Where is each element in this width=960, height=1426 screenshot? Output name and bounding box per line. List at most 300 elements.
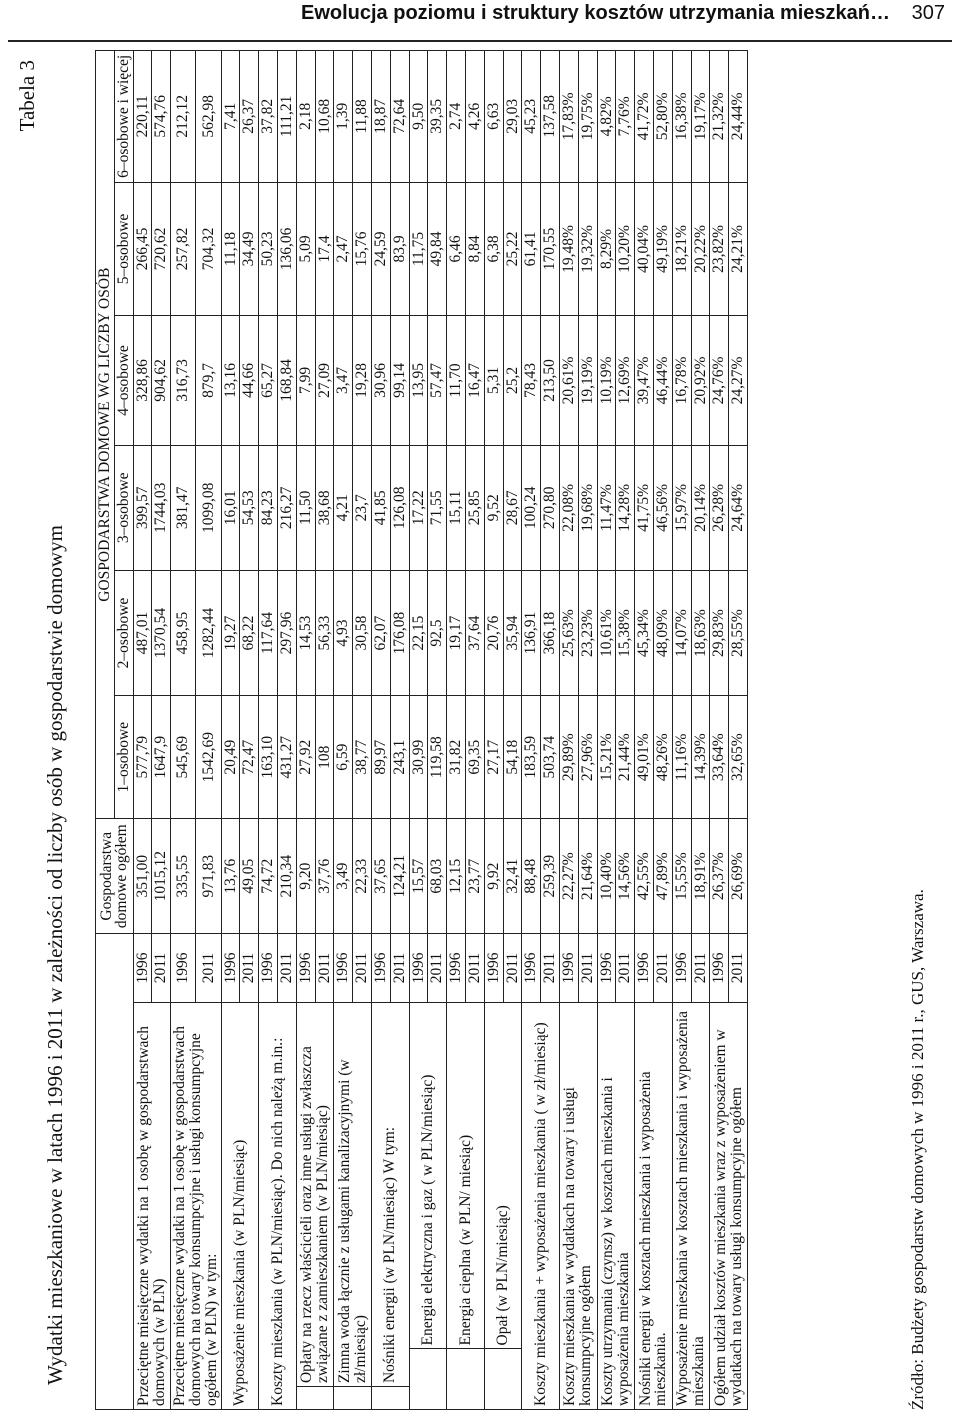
value-cell: 22,15 [409,570,428,695]
col-1: 1–osobowe [114,696,133,819]
value-cell: 42,55% [635,819,654,934]
year-cell: 1996 [259,934,278,1003]
value-cell: 44,66 [240,316,259,445]
value-cell: 15,76 [353,182,372,316]
year-cell: 2011 [653,934,672,1003]
value-cell: 124,21 [390,819,409,934]
row-label: Przeciętne miesięczne wydatki na 1 osobę w gospodarstwach domowych na towary konsumpcyjne i usługi konsumpcyjne ogółem (w PLN) w tym: [171,1002,221,1409]
value-cell: 48,26% [653,696,672,819]
row-label: Koszty utrzymania (czynsz) w kosztach mieszkania i wyposażenia mieszkania [597,1002,635,1409]
year-cell: 2011 [315,934,334,1003]
value-cell: 34,49 [240,182,259,316]
value-cell: 26,69% [729,819,748,934]
value-cell: 16,47 [465,316,484,445]
row-label: Wyposażenie mieszkania (w PLN/miesiąc) [221,1002,259,1409]
value-cell: 9,50 [409,51,428,183]
value-cell: 33,64% [710,696,729,819]
value-cell: 720,62 [152,182,171,316]
value-cell: 577,79 [133,696,152,819]
row-subsublabel: Opał (w PLN/miesiąc) [484,1002,522,1349]
value-cell: 11,70 [447,316,466,445]
value-cell: 270,80 [541,445,560,570]
table-row [597,51,616,1410]
value-cell: 136,06 [277,182,296,316]
row-label: Przeciętne miesięczne wydatki na 1 osobę w gospodarstwach domowych (w PLN) [133,1002,171,1409]
value-cell: 11,50 [296,445,315,570]
value-cell: 243,1 [390,696,409,819]
table-label: Tabela 3 [15,60,39,132]
value-cell: 10,68 [315,51,334,183]
table-row [635,51,654,1410]
year-cell: 2011 [616,934,635,1003]
value-cell: 52,80% [653,51,672,183]
value-cell: 23,82% [710,182,729,316]
value-cell: 26,37 [240,51,259,183]
value-cell: 4,93 [334,570,353,695]
value-cell: 1282,44 [196,570,221,695]
value-cell: 7,41 [221,51,240,183]
table-row [484,51,503,1410]
value-cell: 25,22 [503,182,522,316]
value-cell: 213,50 [541,316,560,445]
value-cell: 10,61% [597,570,616,695]
value-cell: 1542,69 [196,696,221,819]
value-cell: 9,52 [484,445,503,570]
value-cell: 19,75% [578,51,597,183]
value-cell: 328,86 [133,316,152,445]
table-row [710,51,729,1410]
value-cell: 25,63% [559,570,578,695]
value-cell: 1370,54 [152,570,171,695]
table-row [447,51,466,1410]
page-number: 307 [911,2,945,24]
col-4: 4–osobowe [114,316,133,445]
value-cell: 45,23 [522,51,541,183]
value-cell: 16,78% [672,316,691,445]
year-cell: 1996 [559,934,578,1003]
value-cell: 259,39 [541,819,560,934]
value-cell: 24,76% [710,316,729,445]
value-cell: 49,84 [428,182,447,316]
year-cell: 2011 [428,934,447,1003]
value-cell: 12,15 [447,819,466,934]
value-cell: 14,28% [616,445,635,570]
value-cell: 23,23% [578,570,597,695]
value-cell: 27,92 [296,696,315,819]
value-cell: 6,38 [484,182,503,316]
table-row [409,51,428,1410]
row-label: Nośniki energii w kosztach mieszkania i wyposażenia mieszkania. [635,1002,673,1409]
value-cell: 88,48 [522,819,541,934]
value-cell: 1647,9 [152,696,171,819]
year-cell: 2011 [541,934,560,1003]
value-cell: 11,88 [353,51,372,183]
value-cell: 183,59 [522,696,541,819]
value-cell: 15,57 [409,819,428,934]
value-cell: 27,09 [315,316,334,445]
value-cell: 27,96% [578,696,597,819]
value-cell: 21,44% [616,696,635,819]
value-cell: 111,21 [277,51,296,183]
value-cell: 25,2 [503,316,522,445]
value-cell: 68,03 [428,819,447,934]
year-cell: 1996 [484,934,503,1003]
value-cell: 20,92% [691,316,710,445]
value-cell: 212,12 [171,51,196,183]
value-cell: 35,94 [503,570,522,695]
value-cell: 20,22% [691,182,710,316]
value-cell: 335,55 [171,819,196,934]
value-cell: 29,03 [503,51,522,183]
value-cell: 23,77 [465,819,484,934]
value-cell: 503,74 [541,696,560,819]
value-cell: 879,7 [196,316,221,445]
value-cell: 48,09% [653,570,672,695]
value-cell: 163,10 [259,696,278,819]
value-cell: 8,84 [465,182,484,316]
value-cell: 45,34% [635,570,654,695]
value-cell: 24,59 [371,182,390,316]
value-cell: 13,16 [221,316,240,445]
value-cell: 11,18 [221,182,240,316]
value-cell: 10,19% [597,316,616,445]
value-cell: 41,75% [635,445,654,570]
value-cell: 20,14% [691,445,710,570]
value-cell: 26,28% [710,445,729,570]
value-cell: 1099,08 [196,445,221,570]
value-cell: 15,97% [672,445,691,570]
value-cell: 89,97 [371,696,390,819]
value-cell: 17,22 [409,445,428,570]
row-subsublabel: Energia elektryczna i gaz ( w PLN/miesiąc) [409,1002,447,1349]
value-cell: 6,59 [334,696,353,819]
year-cell: 2011 [277,934,296,1003]
table-row [171,51,196,1410]
value-cell: 15,38% [616,570,635,695]
col-2: 2–osobowe [114,570,133,695]
value-cell: 15,21% [597,696,616,819]
value-cell: 65,27 [259,316,278,445]
value-cell: 40,04% [635,182,654,316]
value-cell: 297,96 [277,570,296,695]
value-cell: 71,55 [428,445,447,570]
value-cell: 38,68 [315,445,334,570]
table-row [334,51,353,1410]
value-cell: 399,57 [133,445,152,570]
value-cell: 37,82 [259,51,278,183]
value-cell: 57,47 [428,316,447,445]
value-cell: 27,17 [484,696,503,819]
table-row [259,51,278,1410]
value-cell: 704,32 [196,182,221,316]
value-cell: 78,43 [522,316,541,445]
value-cell: 6,63 [484,51,503,183]
value-cell: 20,61% [559,316,578,445]
value-cell: 168,84 [277,316,296,445]
indent-cell [484,1349,522,1410]
header-rule [8,40,952,42]
value-cell: 28,67 [503,445,522,570]
year-cell: 1996 [710,934,729,1003]
value-cell: 62,07 [371,570,390,695]
value-cell: 37,76 [315,819,334,934]
header-row [96,51,115,1410]
indent-cell [334,1387,372,1410]
value-cell: 32,41 [503,819,522,934]
value-cell: 13,95 [409,316,428,445]
value-cell: 4,26 [465,51,484,183]
value-cell: 49,01% [635,696,654,819]
running-header [0,0,960,44]
year-cell: 2011 [578,934,597,1003]
row-label: Koszty mieszkania + wyposażenia mieszkania ( w zł/miesiąc) [522,1002,560,1409]
col-3: 3–osobowe [114,445,133,570]
value-cell: 61,41 [522,182,541,316]
value-cell: 68,22 [240,570,259,695]
row-sublabel: Opłaty na rzecz właścicieli oraz inne usługi zwłaszcza związane z zamieszkaniem (w PLN/miesiąc) [296,1002,334,1386]
year-cell: 2011 [729,934,748,1003]
value-cell: 92,5 [428,570,447,695]
value-cell: 16,01 [221,445,240,570]
value-cell: 24,21% [729,182,748,316]
value-cell: 100,24 [522,445,541,570]
value-cell: 26,37% [710,819,729,934]
value-cell: 21,32% [710,51,729,183]
year-cell: 2011 [152,934,171,1003]
value-cell: 11,16% [672,696,691,819]
value-cell: 136,91 [522,570,541,695]
year-cell: 1996 [221,934,240,1003]
value-cell: 24,64% [729,445,748,570]
year-cell: 1996 [447,934,466,1003]
col-group: GOSPODARSTWA DOMOWE WG LICZBY OSÓB [96,51,115,819]
value-cell: 20,49 [221,696,240,819]
value-cell: 4,82% [597,51,616,183]
year-cell: 2011 [503,934,522,1003]
value-cell: 19,32% [578,182,597,316]
value-cell: 7,99 [296,316,315,445]
value-cell: 23,7 [353,445,372,570]
value-cell: 17,83% [559,51,578,183]
value-cell: 19,48% [559,182,578,316]
value-cell: 1015,12 [152,819,171,934]
value-cell: 1,39 [334,51,353,183]
value-cell: 10,40% [597,819,616,934]
row-label: Koszty mieszkania (w PLN/miesiąc). Do nich należą m.in.: [259,1002,297,1409]
value-cell: 99,14 [390,316,409,445]
table-row [371,51,390,1410]
value-cell: 12,69% [616,316,635,445]
year-cell: 1996 [334,934,353,1003]
value-cell: 18,91% [691,819,710,934]
value-cell: 30,99 [409,696,428,819]
value-cell: 21,64% [578,819,597,934]
year-cell: 1996 [522,934,541,1003]
value-cell: 25,85 [465,445,484,570]
row-sublabel: Zimna woda łącznie z usługami kanalizacyjnymi (w zł/miesiąc) [334,1002,372,1386]
value-cell: 37,65 [371,819,390,934]
year-cell: 2011 [465,934,484,1003]
value-cell: 24,27% [729,316,748,445]
value-cell: 17,4 [315,182,334,316]
table-row [522,51,541,1410]
value-cell: 72,64 [390,51,409,183]
value-cell: 14,56% [616,819,635,934]
value-cell: 11,47% [597,445,616,570]
value-cell: 9,92 [484,819,503,934]
year-cell: 1996 [635,934,654,1003]
value-cell: 5,09 [296,182,315,316]
table-caption: Wydatki mieszkaniowe w latach 1996 i 2011 w zależności od liczby osób w gospodarstwie domowym [43,525,67,1385]
value-cell: 38,77 [353,696,372,819]
value-cell: 9,20 [296,819,315,934]
value-cell: 39,35 [428,51,447,183]
value-cell: 32,65% [729,696,748,819]
value-cell: 7,76% [616,51,635,183]
value-cell: 3,49 [334,819,353,934]
year-cell: 1996 [409,934,428,1003]
value-cell: 545,69 [171,696,196,819]
table-row [221,51,240,1410]
value-cell: 14,39% [691,696,710,819]
expenses-table [95,50,748,1410]
table-body [133,51,747,1410]
value-cell: 381,47 [171,445,196,570]
value-cell: 971,83 [196,819,221,934]
value-cell: 176,08 [390,570,409,695]
value-cell: 49,05 [240,819,259,934]
value-cell: 13,76 [221,819,240,934]
value-cell: 72,47 [240,696,259,819]
value-cell: 117,64 [259,570,278,695]
value-cell: 28,55% [729,570,748,695]
value-cell: 351,00 [133,819,152,934]
indent-cell [371,1387,409,1410]
value-cell: 31,82 [447,696,466,819]
value-cell: 50,23 [259,182,278,316]
value-cell: 15,11 [447,445,466,570]
value-cell: 41,72% [635,51,654,183]
value-cell: 22,08% [559,445,578,570]
value-cell: 2,47 [334,182,353,316]
value-cell: 904,62 [152,316,171,445]
year-cell: 2011 [691,934,710,1003]
value-cell: 19,17% [691,51,710,183]
value-cell: 22,27% [559,819,578,934]
value-cell: 20,76 [484,570,503,695]
col-6: 6–osobowe i więcej [114,51,133,183]
value-cell: 562,98 [196,51,221,183]
rotated-table-page [15,50,950,1410]
value-cell: 108 [315,696,334,819]
value-cell: 74,72 [259,819,278,934]
year-cell: 2011 [390,934,409,1003]
value-cell: 210,34 [277,819,296,934]
value-cell: 170,55 [541,182,560,316]
value-cell: 69,35 [465,696,484,819]
value-cell: 2,18 [296,51,315,183]
value-cell: 14,53 [296,570,315,695]
year-cell: 2011 [353,934,372,1003]
year-cell: 1996 [597,934,616,1003]
value-cell: 137,58 [541,51,560,183]
value-cell: 24,44% [729,51,748,183]
value-cell: 8,29% [597,182,616,316]
value-cell: 15,55% [672,819,691,934]
row-label: Wyposażenie mieszkania w kosztach mieszkania i wyposażenia mieszkania [672,1002,710,1409]
value-cell: 366,18 [541,570,560,695]
value-cell: 19,68% [578,445,597,570]
value-cell: 83,9 [390,182,409,316]
value-cell: 19,27 [221,570,240,695]
value-cell: 2,74 [447,51,466,183]
running-title: Ewolucja poziomu i struktury kosztów utrzymania mieszkań… [300,2,890,24]
value-cell: 1744,03 [152,445,171,570]
value-cell: 216,27 [277,445,296,570]
value-cell: 257,82 [171,182,196,316]
indent-cell [447,1349,485,1410]
value-cell: 84,23 [259,445,278,570]
value-cell: 18,87 [371,51,390,183]
value-cell: 11,75 [409,182,428,316]
value-cell: 30,58 [353,570,372,695]
value-cell: 6,46 [447,182,466,316]
value-cell: 16,38% [672,51,691,183]
indent-cell [296,1387,334,1410]
value-cell: 574,76 [152,51,171,183]
value-cell: 49,19% [653,182,672,316]
value-cell: 4,21 [334,445,353,570]
source-note: Źródło: Budżety gospodarstw domowych w 1996 i 2011 r., GUS, Warszawa. [908,889,927,1410]
table-row [296,51,315,1410]
value-cell: 56,33 [315,570,334,695]
table-row [672,51,691,1410]
value-cell: 19,19% [578,316,597,445]
value-cell: 18,21% [672,182,691,316]
year-cell: 1996 [133,934,152,1003]
row-label: Koszty mieszkania w wydatkach na towary i usługi konsumpcyjne ogółem [559,1002,597,1409]
value-cell: 29,89% [559,696,578,819]
row-subsublabel: Energia cieplna (w PLN/ miesiąc) [447,1002,485,1349]
value-cell: 3,47 [334,316,353,445]
value-cell: 54,18 [503,696,522,819]
value-cell: 458,95 [171,570,196,695]
value-cell: 10,20% [616,182,635,316]
value-cell: 29,83% [710,570,729,695]
year-cell: 1996 [171,934,196,1003]
col-5: 5–osobowe [114,182,133,316]
value-cell: 47,89% [653,819,672,934]
year-cell: 1996 [371,934,390,1003]
value-cell: 487,01 [133,570,152,695]
value-cell: 316,73 [171,316,196,445]
year-cell: 1996 [672,934,691,1003]
value-cell: 54,53 [240,445,259,570]
row-label: Ogółem udział kosztów mieszkania wraz z wyposażeniem w wydatkach na towary usługi konsumpcyjne ogółem [710,1002,748,1409]
col-total: Gospodarstwa domowe ogółem [96,819,134,934]
row-sublabel: Nośniki energii (w PLN/miesiąc) W tym: [371,1002,409,1386]
value-cell: 220,11 [133,51,152,183]
year-cell: 2011 [240,934,259,1003]
value-cell: 266,45 [133,182,152,316]
value-cell: 5,31 [484,316,503,445]
value-cell: 119,58 [428,696,447,819]
value-cell: 19,28 [353,316,372,445]
year-cell: 1996 [296,934,315,1003]
value-cell: 431,27 [277,696,296,819]
year-cell: 2011 [196,934,221,1003]
value-cell: 41,85 [371,445,390,570]
